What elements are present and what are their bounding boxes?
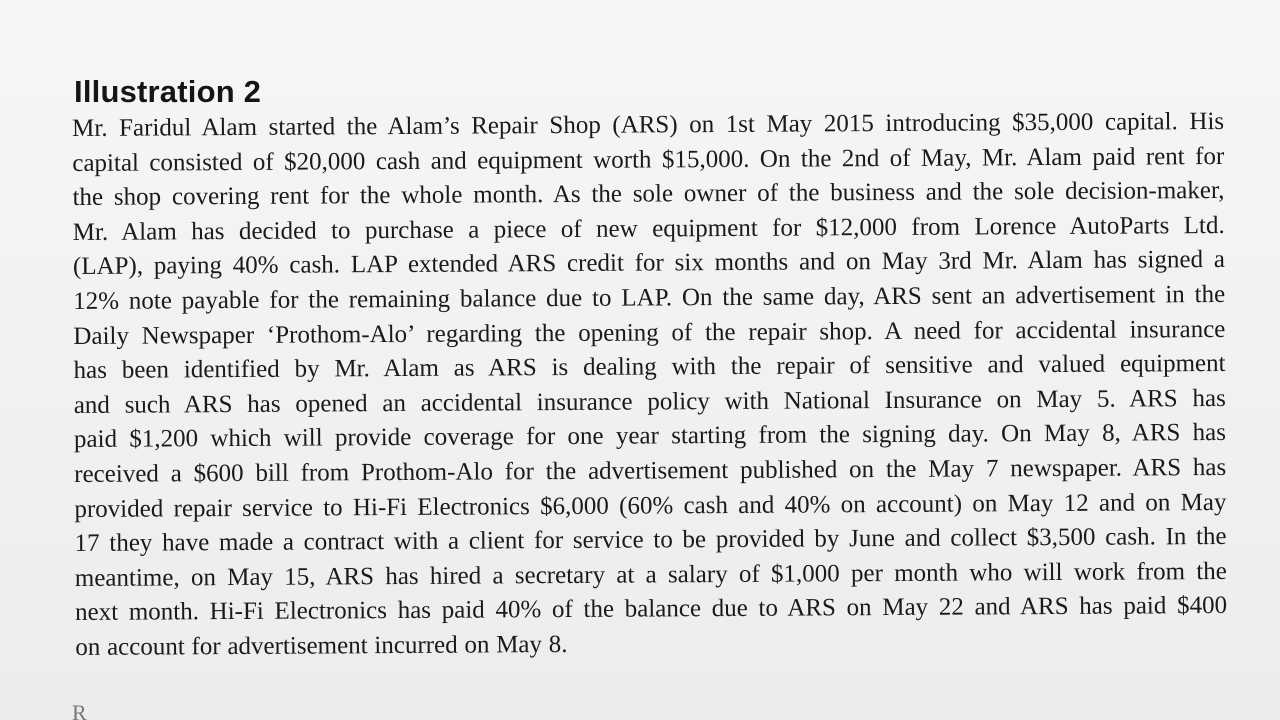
paragraph-line: has been identified by Mr. Alam as ARS is dealing with the repair of sensitive and valued equipment xyxy=(73,350,1226,385)
paragraph-line: received a $600 bill from Prothom-Alo for the advertisement published on the May 7 newspaper. ARS has xyxy=(74,453,1227,488)
cutoff-text: R xyxy=(72,700,87,720)
illustration-paragraph xyxy=(72,105,1227,666)
paragraph-line: and such ARS has opened an accidental insurance policy with National Insurance on May 5. ARS has xyxy=(73,384,1226,419)
paragraph-line: Mr. Faridul Alam started the Alam’s Repair Shop (ARS) on 1st May 2015 introducing $35,000 capital. His xyxy=(72,107,1225,142)
paragraph-line: meantime, on May 15, ARS has hired a secretary at a salary of $1,000 per month who will work from the xyxy=(74,557,1227,592)
paragraph-line: on account for advertisement incurred on May 8. xyxy=(75,630,568,661)
paragraph-line: capital consisted of $20,000 cash and equipment worth $15,000. On the 2nd of May, Mr. Alam paid rent for xyxy=(72,142,1225,177)
paragraph-line: 17 they have made a contract with a client for service to be provided by June and collect $3,500 cash. In the xyxy=(74,523,1227,558)
paragraph-line: (LAP), paying 40% cash. LAP extended ARS credit for six months and on May 3rd Mr. Alam has signed a xyxy=(72,246,1226,281)
paragraph-line: Mr. Alam has decided to purchase a piece of new equipment for $12,000 from Lorence AutoParts Ltd. xyxy=(72,211,1225,246)
paragraph-line: the shop covering rent for the whole month. As the sole owner of the business and the sole decision-maker, xyxy=(72,177,1225,212)
paragraph-line: next month. Hi-Fi Electronics has paid 40% of the balance due to ARS on May 22 and ARS has paid $400 xyxy=(74,592,1228,627)
paragraph-line: Daily Newspaper ‘Prothom-Alo’ regarding the opening of the repair shop. A need for accidental insurance xyxy=(73,315,1226,350)
page-title: Illustration 2 xyxy=(74,74,262,109)
paragraph-line: 12% note payable for the remaining balance due to LAP. On the same day, ARS sent an advertisement in the xyxy=(73,280,1226,315)
paragraph-line: paid $1,200 which will provide coverage for one year starting from the signing day. On May 8, ARS has xyxy=(73,419,1227,454)
paragraph-line: provided repair service to Hi-Fi Electronics $6,000 (60% cash and 40% on account) on May 12 and on May xyxy=(74,488,1227,523)
